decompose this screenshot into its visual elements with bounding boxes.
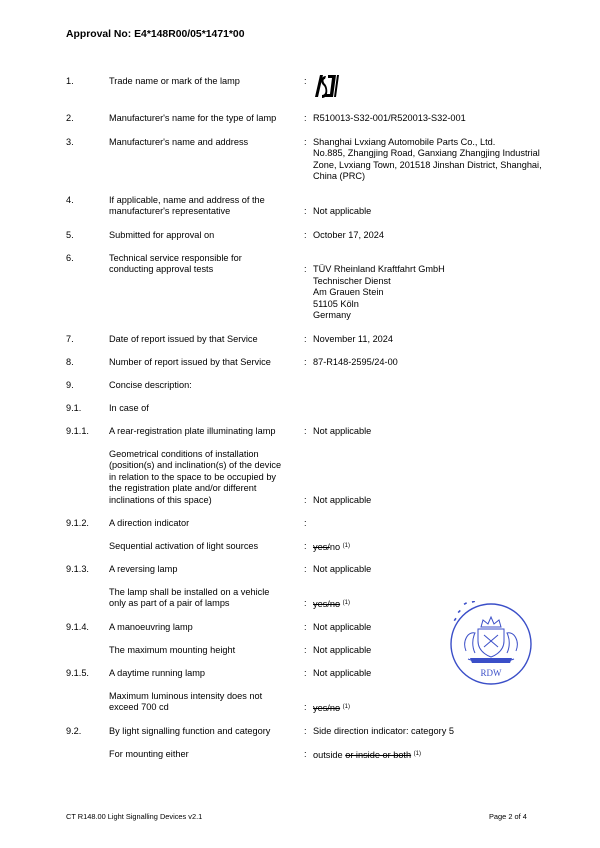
footer-document-version: CT R148.00 Light Signalling Devices v2.1 [66,812,203,821]
label-line: in relation to the space to be occupied by [109,471,277,482]
item-value [313,702,575,714]
item-value: Not applicable [313,564,372,574]
colon: : [304,598,307,609]
value-line: Am Grauen Stein [313,287,384,298]
item-label: Number of report issued by that Service [109,357,271,367]
colon: : [304,645,307,655]
colon: : [304,230,307,240]
selected-option: no [329,542,341,552]
label-line: exceed 700 cd [109,702,169,713]
item-value: Not applicable [313,622,372,632]
label-line: Geometrical conditions of installation [109,449,259,459]
label-line: only as part of a pair of lamps [109,598,230,609]
label-line: The lamp shall be installed on a vehicle [109,587,270,597]
item-number: 5. [66,230,74,240]
item-number: 9.1.2. [66,518,89,528]
label-line: Maximum luminous intensity does not [109,691,263,701]
item-number: 8. [66,357,74,367]
label-line: inclinations of this space) [109,494,212,505]
colon: : [304,357,307,367]
footnote-marker: (1) [413,751,421,757]
colon: : [304,622,307,632]
item-number: 4. [66,195,74,205]
footnote-marker: (1) [342,704,350,711]
item-value: Not applicable [313,668,372,678]
colon: : [304,494,307,505]
colon: : [304,726,307,736]
item-label: A rear-registration plate illuminating lamp [109,426,276,436]
item-label: A reversing lamp [109,564,178,574]
struck-options: or inside or both [345,750,412,760]
label-line: the registration plate and/or different [109,483,257,494]
label-line: manufacturer's representative [109,206,231,217]
label-line: Technical service responsible for [109,253,242,263]
item-number: 9.1.3. [66,564,89,574]
item-label: Manufacturer's name for the type of lamp [109,113,277,123]
value-line: Germany [313,310,351,321]
value-line: TÜV Rheinland Kraftfahrt GmbH [313,264,445,275]
item-label: Submitted for approval on [109,230,215,240]
item-number: 3. [66,137,74,147]
stamp-text: RDW [480,668,502,678]
item-value: R510013-S32-001/R520013-S32-001 [313,113,466,123]
selected-option: outside [313,750,343,760]
item-label: Date of report issued by that Service [109,334,258,344]
item-number: 6. [66,253,74,263]
footer-page-number: Page 2 of 4 [489,812,527,821]
item-label: By light signalling function and category [109,726,271,736]
item-label [109,587,305,610]
item-value: October 17, 2024 [313,230,384,240]
item-label [109,253,305,276]
item-label: A manoeuvring lamp [109,622,193,632]
item-label: In case of [109,403,149,413]
value-line: Zone, Lvxiang Town, 201518 Jinshan District, Shanghai, [313,159,542,170]
item-number: 2. [66,113,74,123]
item-number: 9.1.1. [66,426,89,436]
item-label [109,691,305,714]
value-line: Shanghai Lvxiang Automobile Parts Co., Ltd. [313,137,496,147]
item-label: For mounting either [109,749,189,759]
colon: : [304,541,307,551]
colon: : [304,206,307,217]
item-number: 9.1.5. [66,668,89,678]
item-number: 9. [66,380,74,390]
footnote-marker: (1) [342,600,350,607]
item-label: The maximum mounting height [109,645,236,655]
value-line: Technischer Dienst [313,275,391,286]
item-value: Not applicable [313,206,372,217]
rdw-stamp [448,601,534,687]
item-number: 9.1.4. [66,622,89,632]
label-line: If applicable, name and address of the [109,195,265,205]
item-label [109,449,305,506]
colon: : [304,564,307,574]
item-number: 7. [66,334,74,344]
item-number: 9.2. [66,726,82,736]
colon: : [304,334,307,344]
colon: : [304,264,307,275]
item-value: Side direction indicator: category 5 [313,726,454,736]
item-label [109,195,305,218]
colon: : [304,668,307,678]
struck-options: yes/no [313,703,341,714]
value-line: No.885, Zhangjing Road, Ganxiang Zhangjing Industrial [313,148,540,159]
colon: : [304,137,307,147]
struck-options: yes/no [313,599,341,610]
label-line: (position(s) and inclination(s) of the device [109,460,282,471]
item-value: 87-R148-2595/24-00 [313,357,398,367]
value-line: 51105 Köln [313,298,359,309]
item-value: Not applicable [313,426,372,436]
struck-option: yes/ [313,542,330,552]
footnote-marker: (1) [342,543,350,549]
value-line: China (PRC) [313,171,366,182]
item-label: Trade name or mark of the lamp [109,76,240,86]
trade-mark-logo [313,71,339,101]
colon: : [304,113,307,123]
item-number: 1. [66,76,74,86]
item-value [313,264,575,321]
colon: : [304,702,307,713]
item-label: Manufacturer's name and address [109,137,249,147]
label-line: conducting approval tests [109,264,214,275]
item-value [313,749,575,761]
colon: : [304,518,307,528]
colon: : [304,76,307,86]
item-number: 9.1. [66,403,82,413]
item-label: A direction indicator [109,518,190,528]
approval-number: Approval No: E4*148R00/05*1471*00 [66,29,245,40]
item-value: November 11, 2024 [313,334,394,344]
item-value: Not applicable [313,494,372,505]
item-value [313,541,575,553]
colon: : [304,749,307,759]
item-label: A daytime running lamp [109,668,206,678]
item-label: Concise description: [109,380,192,390]
item-value: Not applicable [313,645,372,655]
item-label: Sequential activation of light sources [109,541,259,551]
colon: : [304,426,307,436]
item-value [313,598,575,610]
item-value [313,137,575,183]
